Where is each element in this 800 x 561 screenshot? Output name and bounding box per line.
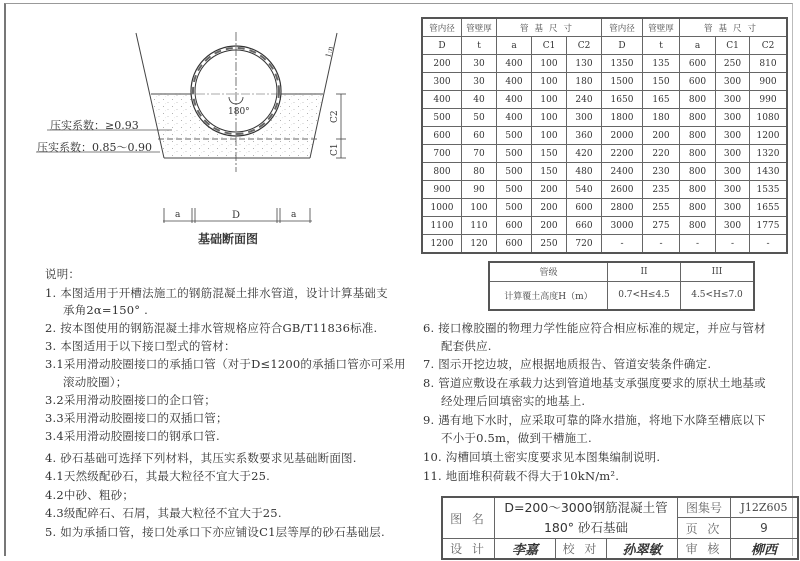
- cell: 1800: [602, 109, 643, 127]
- cell: 200: [532, 199, 567, 217]
- note-line: 4.1天然级配砂石，其最大粒径不宜大于25.: [45, 469, 270, 483]
- cell: 60: [462, 127, 497, 145]
- cell: 300: [567, 109, 602, 127]
- note-line: 不小于0.5m，做到干槽施工.: [441, 431, 592, 445]
- note-line: 10. 沟槽回填土密实度要求见本图集编制说明.: [423, 450, 661, 464]
- cell: 100: [532, 127, 567, 145]
- slope-label: 1:n: [324, 45, 335, 59]
- dim-a-right: a: [291, 210, 297, 220]
- cell: 800: [680, 181, 716, 199]
- cell: 90: [462, 181, 497, 199]
- cell: 200: [643, 127, 680, 145]
- cell: 1350: [602, 55, 643, 73]
- note-line: 9. 遇有地下水时，应采取可靠的降水措施，将地下水降至槽底以下: [423, 413, 766, 427]
- cell: 250: [532, 235, 567, 254]
- review-label: 审 核: [678, 539, 731, 560]
- cell: 2200: [602, 145, 643, 163]
- table-row: [422, 217, 787, 235]
- cell: 300: [716, 217, 750, 235]
- header-cell: 管内径: [602, 18, 643, 37]
- pipe-grade-table: [488, 261, 755, 311]
- note-line: 7. 图示开挖边坡，应根据地质报告、管道安装条件确定.: [423, 357, 712, 371]
- cell: 400: [497, 91, 532, 109]
- cell: 500: [422, 109, 462, 127]
- note-line: 1. 本图适用于开槽法施工的钢筋混凝土排水管道，设计计算基础支: [45, 286, 388, 300]
- note-line: 8. 管道应敷设在承载力达到管道地基支承强度要求的原状土地基或: [423, 376, 766, 390]
- header-cell: 管基尺寸: [497, 18, 602, 37]
- cell: 100: [532, 91, 567, 109]
- cell: 1080: [750, 109, 788, 127]
- cell: 250: [716, 55, 750, 73]
- note-line: 3.3采用滑动胶圈接口的双插口管；: [45, 411, 228, 425]
- note-line: 3. 本图适用于以下接口型式的管材：: [45, 339, 236, 353]
- grade-ii-header: II: [608, 262, 681, 281]
- header-cell: t: [462, 37, 497, 55]
- cell: 1200: [422, 235, 462, 254]
- cell: 600: [567, 199, 602, 217]
- cell: 235: [643, 181, 680, 199]
- cell: 255: [643, 199, 680, 217]
- cell: 1320: [750, 145, 788, 163]
- cell: 150: [643, 73, 680, 91]
- cell: 180: [643, 109, 680, 127]
- cell: 600: [497, 217, 532, 235]
- grade-header-label: 管级: [489, 262, 608, 281]
- cell: 200: [532, 181, 567, 199]
- table-row: [422, 199, 787, 217]
- cell: 660: [567, 217, 602, 235]
- cell: 990: [750, 91, 788, 109]
- table-row: [422, 127, 787, 145]
- header-cell: C1: [716, 37, 750, 55]
- cell: -: [602, 235, 643, 254]
- cell: 1500: [602, 73, 643, 91]
- table-row: [422, 163, 787, 181]
- note-line: 配套供应.: [441, 339, 492, 353]
- note-line: 滚动胶圈）；: [63, 375, 128, 389]
- cell: 150: [532, 163, 567, 181]
- note-line: 4.2中砂、粗砂；: [45, 488, 135, 502]
- cell: 400: [497, 73, 532, 91]
- title-block: [441, 496, 799, 560]
- compaction-lower-label: 压实系数：0.85～0.90: [37, 141, 152, 154]
- cell: 240: [567, 91, 602, 109]
- cell: -: [643, 235, 680, 254]
- note-line: 4.3级配碎石、石屑，其最大粒径不宜大于25.: [45, 506, 282, 520]
- cell: 600: [422, 127, 462, 145]
- note-line: 4. 砂石基础可选择下列材料，其压实系数要求见基础断面图.: [45, 451, 357, 465]
- header-cell: t: [643, 37, 680, 55]
- compaction-upper-label: 压实系数：≥0.93: [50, 119, 139, 132]
- cell: 600: [680, 55, 716, 73]
- cell: 400: [422, 91, 462, 109]
- cell: 1430: [750, 163, 788, 181]
- angle-label: 180°: [228, 107, 250, 117]
- cell: 500: [497, 181, 532, 199]
- header-cell: D: [422, 37, 462, 55]
- table-row: [422, 55, 787, 73]
- grade-iii-range: 4.5<H≤7.0: [681, 281, 755, 310]
- check-signature: 孙翠敏: [607, 539, 678, 560]
- page-label: 页 次: [678, 518, 731, 539]
- cell: 50: [462, 109, 497, 127]
- header-cell: C2: [750, 37, 788, 55]
- check-label: 校 对: [556, 539, 607, 560]
- cell: 360: [567, 127, 602, 145]
- cell: 700: [422, 145, 462, 163]
- page-number: 9: [731, 518, 799, 539]
- cell: 100: [532, 109, 567, 127]
- cell: 900: [750, 73, 788, 91]
- pipe-dimension-table: [421, 17, 788, 254]
- header-cell: 管基尺寸: [680, 18, 788, 37]
- review-signature: 柳西: [731, 539, 799, 560]
- cell: 180: [567, 73, 602, 91]
- header-cell: 管内径: [422, 18, 462, 37]
- note-line: 3.1采用滑动胶圈接口的承插口管（对于D≤1200的承插口管亦可采用: [45, 357, 406, 371]
- table-row: [422, 73, 787, 91]
- cell: -: [750, 235, 788, 254]
- cell: 500: [497, 199, 532, 217]
- cell: 300: [716, 73, 750, 91]
- table-header-row-1: [422, 18, 787, 37]
- cell: 500: [497, 145, 532, 163]
- cell: 420: [567, 145, 602, 163]
- cell: 300: [422, 73, 462, 91]
- cell: 1775: [750, 217, 788, 235]
- notes-heading: 说明：: [45, 267, 81, 281]
- note-line: 2. 按本图使用的钢筋混凝土排水管规格应符合GB/T11836标准.: [45, 321, 378, 335]
- table-row: [422, 145, 787, 163]
- note-line: 3.2采用滑动胶圈接口的企口管；: [45, 393, 216, 407]
- cell: 70: [462, 145, 497, 163]
- cell: 100: [532, 55, 567, 73]
- cell: 200: [422, 55, 462, 73]
- cell: 230: [643, 163, 680, 181]
- cell: -: [680, 235, 716, 254]
- drawing-title-line2: 180° 砂石基础: [543, 520, 629, 535]
- dim-c1-label: C1: [330, 143, 340, 156]
- cell: 720: [567, 235, 602, 254]
- cell: 300: [716, 127, 750, 145]
- section-caption: 基础断面图: [198, 232, 259, 246]
- cell: 120: [462, 235, 497, 254]
- cell: 1100: [422, 217, 462, 235]
- note-line: 5. 如为承插口管，接口处承口下亦应铺设C1层等厚的砂石基础层.: [45, 525, 385, 539]
- grade-ii-range: 0.7<H≤4.5: [608, 281, 681, 310]
- table-row: [422, 235, 787, 254]
- cell: 100: [532, 73, 567, 91]
- note-line: 11. 地面堆积荷载不得大于10kN/m².: [423, 469, 620, 483]
- design-signature: 李嘉: [495, 539, 556, 560]
- cell: 1650: [602, 91, 643, 109]
- atlas-no-label: 图集号: [678, 497, 731, 518]
- cell: 300: [716, 199, 750, 217]
- note-line: 承角2α=150° .: [63, 303, 148, 317]
- cell: 300: [716, 109, 750, 127]
- cell: 400: [497, 109, 532, 127]
- cell: 800: [680, 163, 716, 181]
- cell: 800: [680, 145, 716, 163]
- drawing-title: [495, 497, 678, 539]
- cell: 1200: [750, 127, 788, 145]
- cover-height-label: 计算覆土高度H（m）: [489, 281, 608, 310]
- note-line: 经处理后回填密实的地基上.: [441, 394, 586, 408]
- table-header-row-2: [422, 37, 787, 55]
- dim-a-left: a: [175, 210, 181, 220]
- cell: 800: [680, 127, 716, 145]
- cell: 600: [497, 235, 532, 254]
- note-line: 3.4采用滑动胶圈接口的钢承口管.: [45, 429, 220, 443]
- cell: 135: [643, 55, 680, 73]
- cell: 400: [497, 55, 532, 73]
- cell: 2600: [602, 181, 643, 199]
- cell: 800: [422, 163, 462, 181]
- cell: 110: [462, 217, 497, 235]
- drawing-title-line1: D=200～3000钢筋混凝土管: [504, 500, 668, 515]
- cell: 500: [497, 163, 532, 181]
- cell: 1655: [750, 199, 788, 217]
- cell: 300: [716, 181, 750, 199]
- cell: 40: [462, 91, 497, 109]
- header-cell: a: [497, 37, 532, 55]
- drawing-name-label: 图 名: [442, 497, 495, 539]
- cell: 800: [680, 217, 716, 235]
- table-row: [422, 109, 787, 127]
- header-cell: C2: [567, 37, 602, 55]
- note-line: 6. 接口橡胶圈的物理力学性能应符合相应标准的规定，并应与管材: [423, 321, 766, 335]
- cell: 480: [567, 163, 602, 181]
- cell: 500: [497, 127, 532, 145]
- cell: 800: [680, 199, 716, 217]
- cell: 165: [643, 91, 680, 109]
- cell: 300: [716, 91, 750, 109]
- cell: 275: [643, 217, 680, 235]
- cell: 150: [532, 145, 567, 163]
- header-cell: a: [680, 37, 716, 55]
- cell: 100: [462, 199, 497, 217]
- grade-iii-header: III: [681, 262, 755, 281]
- cell: 900: [422, 181, 462, 199]
- dim-d-label: D: [232, 210, 241, 221]
- cell: 1535: [750, 181, 788, 199]
- cell: 30: [462, 55, 497, 73]
- cell: 540: [567, 181, 602, 199]
- cell: 30: [462, 73, 497, 91]
- cell: 600: [680, 73, 716, 91]
- cell: 3000: [602, 217, 643, 235]
- cell: 800: [680, 109, 716, 127]
- header-cell: 管壁厚: [643, 18, 680, 37]
- cell: 200: [532, 217, 567, 235]
- cell: 2400: [602, 163, 643, 181]
- table-row: [422, 91, 787, 109]
- atlas-no: J12Z605: [731, 497, 799, 518]
- cell: 80: [462, 163, 497, 181]
- cell: 810: [750, 55, 788, 73]
- cell: 1000: [422, 199, 462, 217]
- header-cell: D: [602, 37, 643, 55]
- cell: 2800: [602, 199, 643, 217]
- cell: 800: [680, 91, 716, 109]
- header-cell: 管壁厚: [462, 18, 497, 37]
- design-label: 设 计: [442, 539, 495, 560]
- cell: 300: [716, 145, 750, 163]
- cell: 2000: [602, 127, 643, 145]
- cell: 130: [567, 55, 602, 73]
- header-cell: C1: [532, 37, 567, 55]
- cell: -: [716, 235, 750, 254]
- cell: 220: [643, 145, 680, 163]
- table-row: [422, 181, 787, 199]
- cell: 300: [716, 163, 750, 181]
- dim-c2-label: C2: [330, 110, 340, 123]
